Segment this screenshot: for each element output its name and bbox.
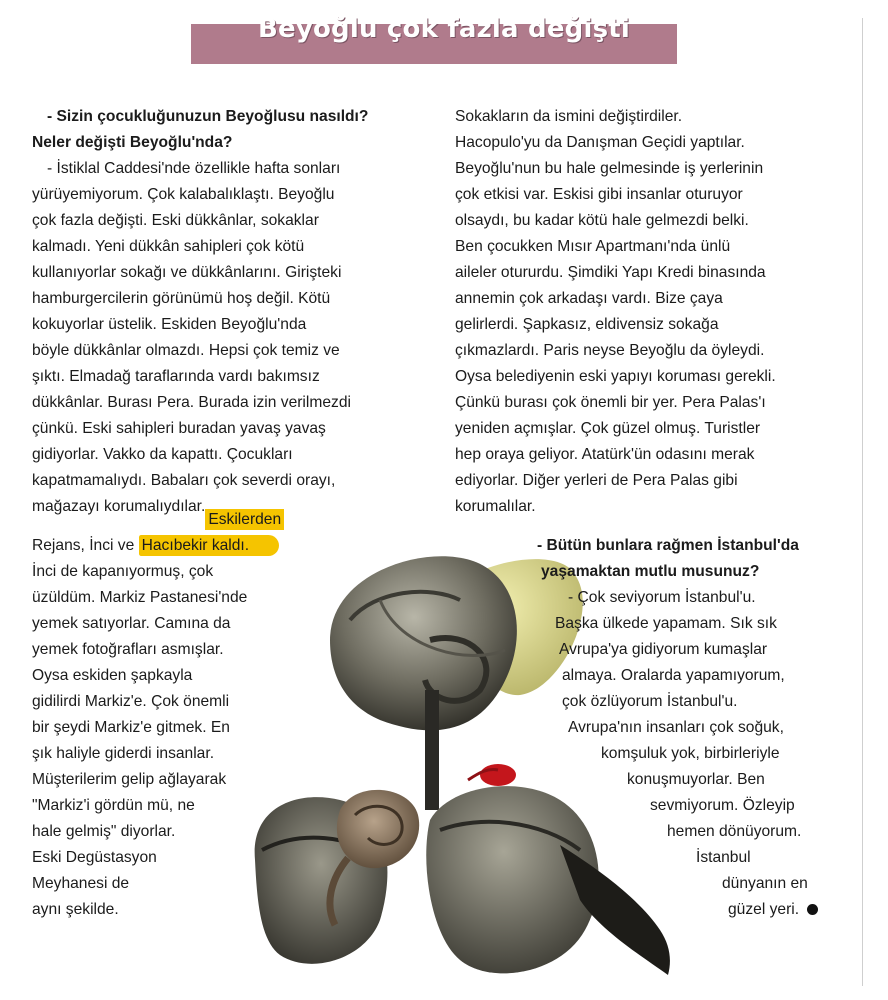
text-line bbox=[32, 533, 279, 559]
text-line: Meyhanesi de bbox=[32, 875, 130, 892]
text-line: yeniden açmışlar. Çok güzel olmuş. Turistler bbox=[455, 420, 761, 437]
text-line: korumalılar. bbox=[455, 498, 536, 515]
text-line: sevmiyorum. Özleyip bbox=[650, 797, 795, 814]
text-line: Sokakların da ismini değiştirdiler. bbox=[455, 108, 683, 125]
text-line: böyle dükkânlar olmazdı. Hepsi çok temiz ve bbox=[32, 342, 340, 359]
text-line: hemen dönüyorum. bbox=[667, 823, 802, 840]
text-line: Oysa belediyenin eski yapıyı koruması gerekli. bbox=[455, 368, 776, 385]
text-line: Eski Degüstasyon bbox=[32, 849, 157, 866]
text-line: aynı şekilde. bbox=[32, 901, 119, 918]
highlighted-text: Eskilerden bbox=[205, 509, 284, 530]
text-line: komşuluk yok, birbirleriyle bbox=[601, 745, 780, 762]
text-line: Avrupa'ya gidiyorum kumaşlar bbox=[559, 641, 768, 658]
text-line: Avrupa'nın insanları çok soğuk, bbox=[568, 719, 784, 736]
text-line: çünkü. Eski sahipleri buradan yavaş yavaş bbox=[32, 420, 326, 437]
article-title: Beyoğlu çok fazla değişti bbox=[257, 14, 631, 44]
text-line: çok özlüyorum İstanbul'u. bbox=[562, 693, 738, 710]
text-line: çok etkisi var. Eskisi gibi insanlar oturuyor bbox=[455, 186, 743, 203]
text-line: yürüyemiyorum. Çok kalabalıklaştı. Beyoğlu bbox=[32, 186, 335, 203]
question-line: yaşamaktan mutlu musunuz? bbox=[541, 563, 760, 580]
text-line: Çünkü burası çok önemli bir yer. Pera Palas'ı bbox=[455, 394, 766, 411]
highlighted-text: Hacıbekir kaldı. bbox=[139, 535, 279, 556]
question-line: Neler değişti Beyoğlu'nda? bbox=[32, 134, 233, 151]
text-segment: Rejans, İnci ve bbox=[32, 537, 135, 554]
text-line: İnci de kapanıyormuş, çok bbox=[32, 563, 214, 580]
text-line: gelirlerdi. Şapkasız, eldivensiz sokağa bbox=[455, 316, 719, 333]
text-line: "Markiz'i gördün mü, ne bbox=[32, 797, 195, 814]
text-line: çıkmazlardı. Paris neyse Beyoğlu da öyleydi. bbox=[455, 342, 765, 359]
text-line: çok fazla değişti. Eski dükkânlar, sokaklar bbox=[32, 212, 319, 229]
text-line: Başka ülkede yapamam. Sık sık bbox=[555, 615, 777, 632]
text-line: dükkânlar. Burası Pera. Burada izin verilmezdi bbox=[32, 394, 351, 411]
text-segment: güzel yeri. bbox=[728, 901, 800, 918]
text-line: hale gelmiş" diyorlar. bbox=[32, 823, 176, 840]
text-line: - Çok seviyorum İstanbul'u. bbox=[568, 589, 756, 606]
text-line: Ben çocukken Mısır Apartmanı'nda ünlü bbox=[455, 238, 731, 255]
text-line: mağazayı korumalıydılar. bbox=[32, 498, 206, 515]
question-line: - Bütün bunlara rağmen İstanbul'da bbox=[537, 537, 799, 554]
text-line: kokuyorlar üstelik. Eskiden Beyoğlu'nda bbox=[32, 316, 307, 333]
text-line: ediyorlar. Diğer yerleri de Pera Palas gibi bbox=[455, 472, 738, 489]
text-line: dünyanın en bbox=[722, 875, 808, 892]
text-line: Müşterilerim gelip ağlayarak bbox=[32, 771, 227, 788]
text-line: almaya. Oralarda yapamıyorum, bbox=[562, 667, 785, 684]
text-line: kullanıyorlar sokağı ve dükkânlarını. Girişteki bbox=[32, 264, 342, 281]
end-bullet-icon bbox=[807, 904, 818, 915]
text-line: gidiyorlar. Vakko da kapattı. Çocukları bbox=[32, 446, 293, 463]
text-line: bir şeydi Markiz'e gitmek. En bbox=[32, 719, 230, 736]
text-line: konuşmuyorlar. Ben bbox=[627, 771, 765, 788]
text-line: gidilirdi Markiz'e. Çok önemli bbox=[32, 693, 230, 710]
text-line bbox=[728, 897, 818, 923]
text-line bbox=[32, 507, 284, 533]
text-line: hamburgercilerin görünümü hoş değil. Kötü bbox=[32, 290, 331, 307]
question-line: - Sizin çocukluğunuzun Beyoğlusu nasıldı? bbox=[47, 108, 369, 125]
text-line: annemin çok arkadaşı vardı. Bize çaya bbox=[455, 290, 723, 307]
text-line: İstanbul bbox=[696, 849, 751, 866]
text-line: yemek satıyorlar. Camına da bbox=[32, 615, 231, 632]
text-line: Oysa eskiden şapkayla bbox=[32, 667, 193, 684]
text-line: hep oraya geliyor. Atatürk'ün odasını merak bbox=[455, 446, 755, 463]
text-line: Hacopulo'yu da Danışman Geçidi yaptılar. bbox=[455, 134, 745, 151]
text-line: şık haliyle giderdi insanlar. bbox=[32, 745, 215, 762]
text-line: kalmadı. Yeni dükkân sahipleri çok kötü bbox=[32, 238, 305, 255]
text-line: yemek fotoğrafları asmışlar. bbox=[32, 641, 224, 658]
text-line: üzüldüm. Markiz Pastanesi'nde bbox=[32, 589, 248, 606]
text-line: - İstiklal Caddesi'nde özellikle hafta sonları bbox=[47, 160, 341, 177]
text-line: şıktı. Elmadağ taraflarında vardı bakımsız bbox=[32, 368, 320, 385]
text-line: Beyoğlu'nun bu hale gelmesinde iş yerlerinin bbox=[455, 160, 764, 177]
text-line: olsaydı, bu kadar kötü hale gelmezdi belki. bbox=[455, 212, 749, 229]
text-line: kapatmamalıydı. Babaları çok severdi orayı, bbox=[32, 472, 336, 489]
text-line: aileler otururdu. Şimdiki Yapı Kredi binasında bbox=[455, 264, 766, 281]
